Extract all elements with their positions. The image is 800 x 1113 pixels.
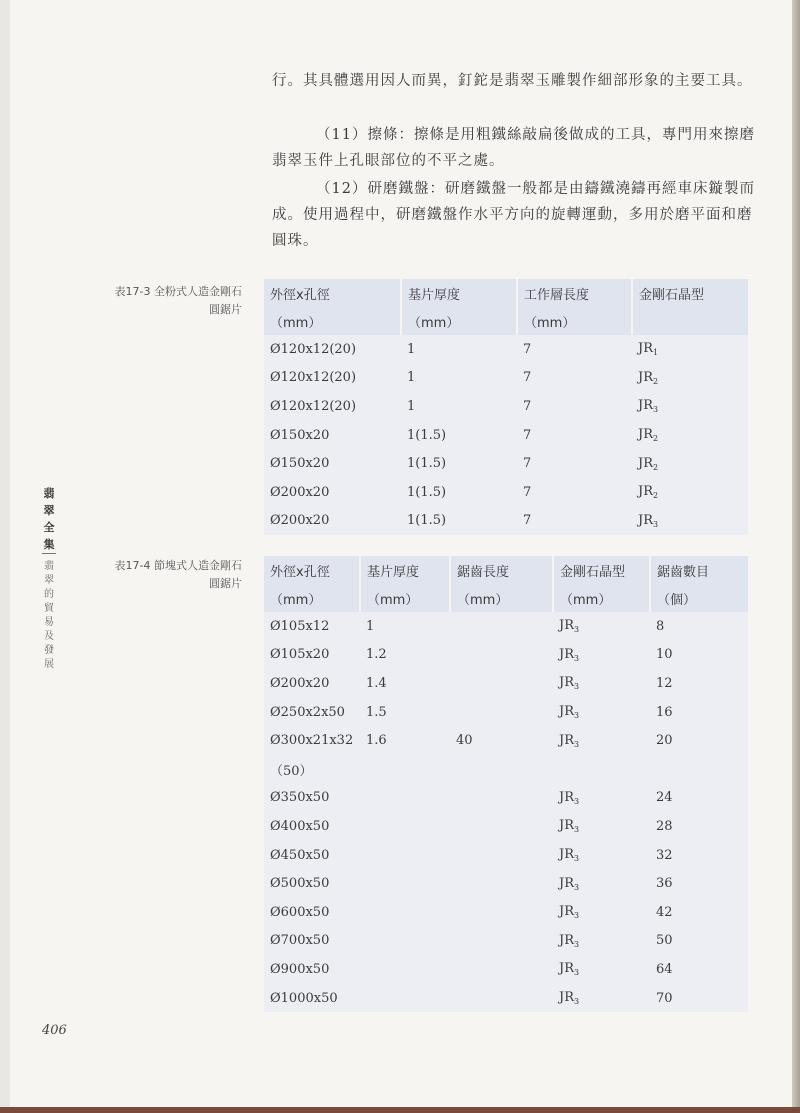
cell-value: 10 (656, 647, 673, 663)
table-cell (360, 755, 450, 784)
table-row (264, 927, 748, 956)
header-row (264, 307, 748, 335)
table-cell (264, 449, 401, 478)
table-cell (553, 784, 650, 813)
table-cell (650, 869, 748, 898)
table1-caption (62, 283, 242, 319)
table-cell (401, 507, 517, 536)
cell-value: Ø250x2x50 (270, 704, 345, 720)
cell-value: 40 (456, 733, 473, 749)
table-cell (450, 898, 553, 927)
cell-value: Ø105x12 (270, 618, 330, 634)
header-cell: 外徑x孔徑 (264, 556, 360, 584)
table-cell (517, 421, 632, 450)
cell-value: Ø150x20 (270, 427, 330, 443)
table-row (264, 669, 748, 698)
header-row (264, 279, 748, 307)
cell-value: Ø200x20 (270, 484, 330, 500)
table-row (264, 755, 748, 784)
header-cell: （mm） (450, 584, 553, 612)
cell-value: Ø200x20 (270, 513, 330, 529)
crystal-grade-subscript: 3 (574, 997, 580, 1007)
table-cell (517, 392, 632, 421)
cell-value: Ø150x20 (270, 456, 330, 472)
book-title-char: 翡 (43, 487, 55, 500)
cell-value: Ø120x12(20) (270, 341, 357, 357)
page-edge-right (792, 0, 800, 1113)
crystal-type: JR (559, 732, 574, 748)
cell-value: 1 (407, 370, 416, 386)
crystal-grade-subscript: 3 (574, 653, 580, 663)
crystal-type: JR (559, 875, 574, 891)
table-cell (450, 927, 553, 956)
crystal-type: JR (559, 961, 574, 977)
table-cell (553, 869, 650, 898)
cell-value: Ø300x21x32 (270, 733, 354, 749)
table-cell (401, 364, 517, 393)
cell-value: 50 (656, 933, 673, 949)
cell-value: 28 (656, 818, 673, 834)
cell-value: 8 (656, 618, 665, 634)
table-row (264, 612, 748, 641)
chapter-title-char: 翠 (44, 575, 54, 586)
cell-value: 16 (656, 704, 673, 720)
cell-value: 1(1.5) (407, 484, 447, 500)
table-cell (553, 955, 650, 984)
table-cell (632, 478, 748, 507)
header-cell: 基片厚度 (401, 279, 517, 307)
crystal-type: JR (638, 484, 653, 500)
crystal-type: JR (559, 618, 574, 634)
table-cell (650, 927, 748, 956)
table-cell (360, 612, 450, 641)
cell-value: Ø500x50 (270, 876, 330, 892)
chapter-title-vertical (42, 560, 56, 672)
paragraph-2 (272, 122, 762, 174)
table-cell (450, 612, 553, 641)
cell-value: 1.5 (366, 704, 387, 720)
header-cell: 鋸齒數目 (650, 556, 748, 584)
book-title-char: 集 (43, 538, 55, 551)
cell-value: Ø400x50 (270, 818, 330, 834)
cell-value: 64 (656, 961, 673, 977)
crystal-grade-subscript: 1 (653, 348, 659, 358)
table-cell (450, 784, 553, 813)
table-cell (553, 726, 650, 755)
table-row (264, 507, 748, 536)
table-cell (450, 841, 553, 870)
cell-value: 32 (656, 847, 673, 863)
cell-value: Ø900x50 (270, 961, 330, 977)
paragraph-3-text: （12）研磨鐵盤：研磨鐵盤一般都是由鑄鐵澆鑄再經車床鏇製而成。使用過程中，研磨鐵盤作水平方向的旋轉運動，多用於磨平面和磨圓珠。 (272, 181, 755, 249)
cell-value: 7 (523, 427, 532, 443)
page-number: 406 (42, 1023, 67, 1038)
cell-value: 42 (656, 904, 673, 920)
cell-value: 1 (407, 341, 416, 357)
table-cell (264, 421, 401, 450)
table-cell (264, 812, 360, 841)
cell-value: 7 (523, 513, 532, 529)
cell-value: 7 (523, 398, 532, 414)
table-row (264, 364, 748, 393)
crystal-grade-subscript: 2 (653, 462, 659, 472)
crystal-type: JR (638, 398, 653, 414)
crystal-type: JR (559, 847, 574, 863)
crystal-type: JR (559, 789, 574, 805)
chapter-title-char: 貿 (44, 603, 54, 614)
crystal-grade-subscript: 3 (574, 711, 580, 721)
sidebar-divider (42, 553, 56, 554)
chapter-title-char: 及 (44, 631, 54, 642)
cell-value: 7 (523, 341, 532, 357)
table-cell (264, 698, 360, 727)
table-cell (401, 335, 517, 364)
table-cell (632, 364, 748, 393)
table-cell (360, 698, 450, 727)
table-cell (264, 335, 401, 364)
table-cell (517, 478, 632, 507)
crystal-type: JR (559, 818, 574, 834)
table-cell (264, 364, 401, 393)
cell-value: 1.2 (366, 647, 387, 663)
header-cell: （mm） (401, 307, 517, 335)
table-row (264, 726, 748, 755)
paragraph-1 (272, 68, 762, 94)
table-cell (650, 755, 748, 784)
crystal-type: JR (638, 512, 653, 528)
cell-value: 70 (656, 990, 673, 1006)
table-cell (553, 927, 650, 956)
cell-value: Ø700x50 (270, 933, 330, 949)
table-cell (650, 784, 748, 813)
cell-value: 1.6 (366, 733, 387, 749)
table-cell (450, 669, 553, 698)
table-cell (517, 364, 632, 393)
cell-value: 24 (656, 790, 673, 806)
table-cell (401, 421, 517, 450)
table-cell (264, 507, 401, 536)
cell-value: 20 (656, 733, 673, 749)
crystal-grade-subscript: 3 (574, 968, 580, 978)
table2-caption-line-1: 表17-4 節塊式人造金剛石 (114, 559, 242, 572)
cell-value: 12 (656, 675, 673, 691)
table-cell (360, 955, 450, 984)
cell-value: Ø120x12(20) (270, 398, 357, 414)
table-17-4 (264, 556, 748, 1012)
table-cell (450, 869, 553, 898)
table-cell (264, 755, 360, 784)
table-row (264, 869, 748, 898)
table-row (264, 449, 748, 478)
chapter-title-char: 發 (44, 645, 54, 656)
header-cell: 金剛石晶型 (632, 279, 748, 307)
table-cell (450, 812, 553, 841)
header-cell: 金剛石晶型 (553, 556, 650, 584)
cell-value: Ø120x12(20) (270, 370, 357, 386)
crystal-type: JR (559, 675, 574, 691)
crystal-grade-subscript: 3 (574, 739, 580, 749)
table-cell (650, 984, 748, 1013)
table-cell (264, 726, 360, 755)
crystal-grade-subscript: 3 (574, 939, 580, 949)
crystal-type: JR (638, 427, 653, 443)
crystal-type: JR (638, 455, 653, 471)
crystal-type: JR (559, 904, 574, 920)
paragraph-2-text: （11）擦條：擦條是用粗鐵絲敲扁後做成的工具，專門用來擦磨翡翠玉件上孔眼部位的不平之處。 (272, 127, 755, 169)
table1-caption-line-1: 表17-3 全粉式人造金剛石 (114, 285, 242, 298)
table-cell (632, 335, 748, 364)
table-cell (401, 449, 517, 478)
table-cell (360, 812, 450, 841)
cell-value: 7 (523, 484, 532, 500)
table-cell (632, 421, 748, 450)
crystal-grade-subscript: 3 (653, 519, 659, 529)
cell-value: 7 (523, 370, 532, 386)
table-row (264, 841, 748, 870)
table-cell (401, 478, 517, 507)
page-edge-bottom (0, 1107, 800, 1113)
table-cell (264, 984, 360, 1013)
table-row (264, 784, 748, 813)
table-cell (517, 507, 632, 536)
table-cell (264, 641, 360, 670)
header-cell: （個） (650, 584, 748, 612)
crystal-type: JR (559, 932, 574, 948)
paragraph-3 (272, 176, 762, 254)
header-cell: （mm） (264, 307, 401, 335)
chapter-title-char: 易 (44, 617, 54, 628)
crystal-type: JR (559, 704, 574, 720)
cell-value: Ø1000x50 (270, 990, 338, 1006)
crystal-grade-subscript: 2 (653, 376, 659, 386)
book-title-char: 翠 (43, 504, 55, 517)
crystal-grade-subscript: 3 (574, 911, 580, 921)
cell-value: 1(1.5) (407, 456, 447, 472)
cell-value: 1 (407, 398, 416, 414)
table-cell (450, 955, 553, 984)
table-cell (450, 755, 553, 784)
table-cell (360, 927, 450, 956)
crystal-grade-subscript: 3 (574, 854, 580, 864)
cell-value: 1.4 (366, 675, 387, 691)
table-row (264, 698, 748, 727)
crystal-type: JR (559, 990, 574, 1006)
header-row (264, 556, 748, 584)
header-cell: 工作層長度 (517, 279, 632, 307)
table-cell (360, 898, 450, 927)
table-cell (553, 755, 650, 784)
table-row (264, 478, 748, 507)
chapter-title-char: 翡 (44, 561, 54, 572)
cell-value: Ø450x50 (270, 847, 330, 863)
table-cell (650, 726, 748, 755)
crystal-type: JR (559, 646, 574, 662)
table-cell (632, 507, 748, 536)
table-cell (553, 841, 650, 870)
crystal-grade-subscript: 3 (574, 825, 580, 835)
table-cell (264, 927, 360, 956)
table1-caption-line-2: 圓鋸片 (209, 303, 242, 316)
table-cell (360, 784, 450, 813)
header-cell: （mm） (553, 584, 650, 612)
crystal-grade-subscript: 3 (653, 405, 659, 415)
table-cell (650, 612, 748, 641)
crystal-grade-subscript: 2 (653, 491, 659, 501)
table-cell (650, 955, 748, 984)
table-cell (264, 898, 360, 927)
cell-value: 7 (523, 456, 532, 472)
header-cell (632, 307, 748, 335)
cell-value: Ø105x20 (270, 647, 330, 663)
cell-value: 36 (656, 876, 673, 892)
crystal-grade-subscript: 3 (574, 882, 580, 892)
table-cell (360, 984, 450, 1013)
table-row (264, 392, 748, 421)
table-cell (450, 984, 553, 1013)
table-cell (360, 869, 450, 898)
table-cell (650, 669, 748, 698)
table-cell (553, 669, 650, 698)
crystal-grade-subscript: 2 (653, 434, 659, 444)
table-cell (650, 641, 748, 670)
table-cell (264, 612, 360, 641)
table-cell (360, 669, 450, 698)
cell-value: 1(1.5) (407, 427, 447, 443)
table-cell (650, 812, 748, 841)
cell-value: Ø200x20 (270, 675, 330, 691)
table-cell (553, 612, 650, 641)
table-cell (450, 726, 553, 755)
table-cell (553, 698, 650, 727)
book-page (10, 0, 792, 1113)
table-cell (650, 698, 748, 727)
table-cell (360, 841, 450, 870)
book-title-vertical (42, 485, 56, 553)
cell-value: 1 (366, 618, 375, 634)
table-cell (401, 392, 517, 421)
book-title-char: 全 (43, 521, 55, 534)
header-cell: （mm） (360, 584, 450, 612)
chapter-title-char: 展 (44, 659, 54, 670)
crystal-grade-subscript: 3 (574, 625, 580, 635)
cell-value: 1(1.5) (407, 513, 447, 529)
header-cell: （mm） (264, 584, 360, 612)
table-cell (632, 392, 748, 421)
table-cell (264, 669, 360, 698)
table-17-3 (264, 279, 748, 535)
table-cell (650, 841, 748, 870)
chapter-title-char: 的 (44, 589, 54, 600)
header-row (264, 584, 748, 612)
table-cell (264, 478, 401, 507)
cell-value: Ø600x50 (270, 904, 330, 920)
table-row (264, 984, 748, 1013)
crystal-grade-subscript: 3 (574, 682, 580, 692)
table-cell (450, 641, 553, 670)
table-cell (264, 841, 360, 870)
header-cell: 基片厚度 (360, 556, 450, 584)
crystal-type: JR (638, 369, 653, 385)
cell-value: （50） (270, 763, 313, 779)
table-cell (553, 812, 650, 841)
table-cell (553, 984, 650, 1013)
table-cell (553, 641, 650, 670)
table-cell (264, 392, 401, 421)
table-cell (517, 335, 632, 364)
table-row (264, 812, 748, 841)
header-cell: （mm） (517, 307, 632, 335)
table-cell (264, 784, 360, 813)
crystal-grade-subscript: 3 (574, 796, 580, 806)
table-cell (360, 641, 450, 670)
table-row (264, 641, 748, 670)
table2-caption (62, 557, 242, 593)
table-cell (360, 726, 450, 755)
table-cell (650, 898, 748, 927)
table-cell (632, 449, 748, 478)
table-row (264, 421, 748, 450)
header-cell: 鋸齒長度 (450, 556, 553, 584)
crystal-type: JR (638, 341, 653, 357)
table-cell (264, 955, 360, 984)
table-row (264, 898, 748, 927)
header-cell: 外徑x孔徑 (264, 279, 401, 307)
paragraph-1-text: 行。其具體選用因人而異，釘鉈是翡翠玉雕製作細部形象的主要工具。 (272, 73, 753, 89)
table-row (264, 955, 748, 984)
table-cell (553, 898, 650, 927)
table-cell (264, 869, 360, 898)
table-cell (517, 449, 632, 478)
cell-value: Ø350x50 (270, 790, 330, 806)
table-row (264, 335, 748, 364)
table2-caption-line-2: 圓鋸片 (209, 577, 242, 590)
table-cell (450, 698, 553, 727)
